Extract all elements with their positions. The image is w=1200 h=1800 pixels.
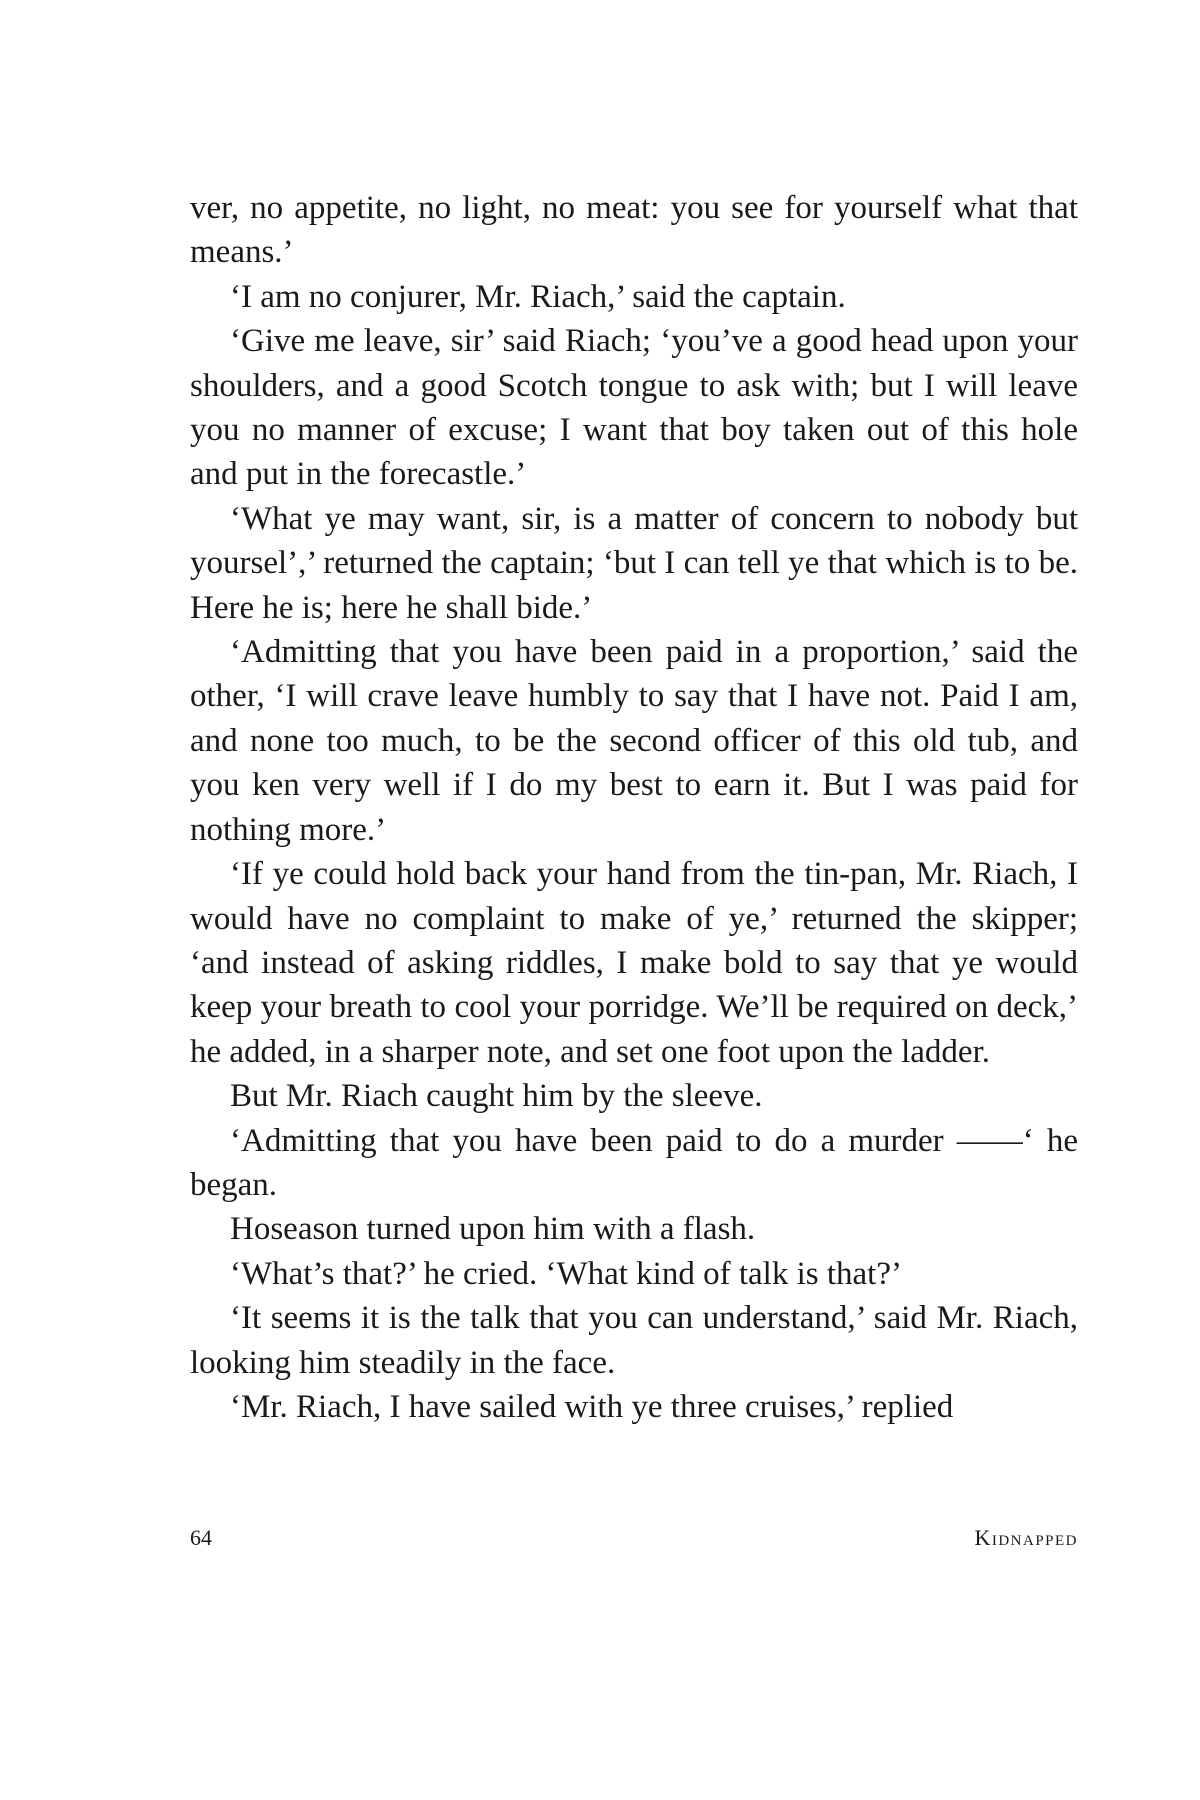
paragraph: ver, no appetite, no light, no meat: you see for yourself what that means.’ bbox=[190, 190, 1078, 271]
paragraph: ‘Give me leave, sir’ said Riach; ‘you’ve a good head upon your shoulders, and a good Scotch tongue to ask with; but I will leave you no manner of excuse; I want that boy taken out of this hole and put in the forecastle.’ bbox=[190, 323, 1078, 493]
page-number: 64 bbox=[190, 1525, 212, 1550]
paragraph: ‘It seems it is the talk that you can understand,’ said Mr. Riach, looking him steadily in the face. bbox=[190, 1300, 1078, 1381]
paragraph: ‘Admitting that you have been paid in a proportion,’ said the other, ‘I will crave leave humbly to say that I have not. Paid I am, and none too much, to be the second officer of this old tub, and you ken very well if I do my best to earn it. But I was paid for nothing more.’ bbox=[190, 634, 1078, 848]
paragraph: ‘What ye may want, sir, is a matter of concern to nobody but yoursel’,’ returned the captain; ‘but I can tell ye that which is to be. Here he is; here he shall bide.’ bbox=[190, 500, 1078, 626]
paragraph: But Mr. Riach caught him by the sleeve. bbox=[230, 1078, 763, 1115]
paragraph: Hoseason turned upon him with a flash. bbox=[230, 1211, 756, 1248]
running-title: Kidnapped bbox=[974, 1525, 1078, 1550]
paragraph: ‘What’s that?’ he cried. ‘What kind of talk is that?’ bbox=[230, 1255, 902, 1292]
body-text bbox=[190, 186, 1078, 1429]
paragraph: ‘Admitting that you have been paid to do a murder ——‘ he began. bbox=[190, 1122, 1078, 1203]
paragraph: ‘Mr. Riach, I have sailed with ye three cruises,’ replied bbox=[230, 1388, 954, 1425]
paragraph: ‘I am no conjurer, Mr. Riach,’ said the captain. bbox=[230, 278, 846, 315]
paragraph: ‘If ye could hold back your hand from the tin-pan, Mr. Riach, I would have no complaint to make of ye,’ returned the skipper; ‘and instead of asking riddles, I make bold to say that ye would keep your breath to cool your porridge. We’ll be required on deck,’ he added, in a sharper note, and set one foot upon the ladder. bbox=[190, 856, 1078, 1070]
